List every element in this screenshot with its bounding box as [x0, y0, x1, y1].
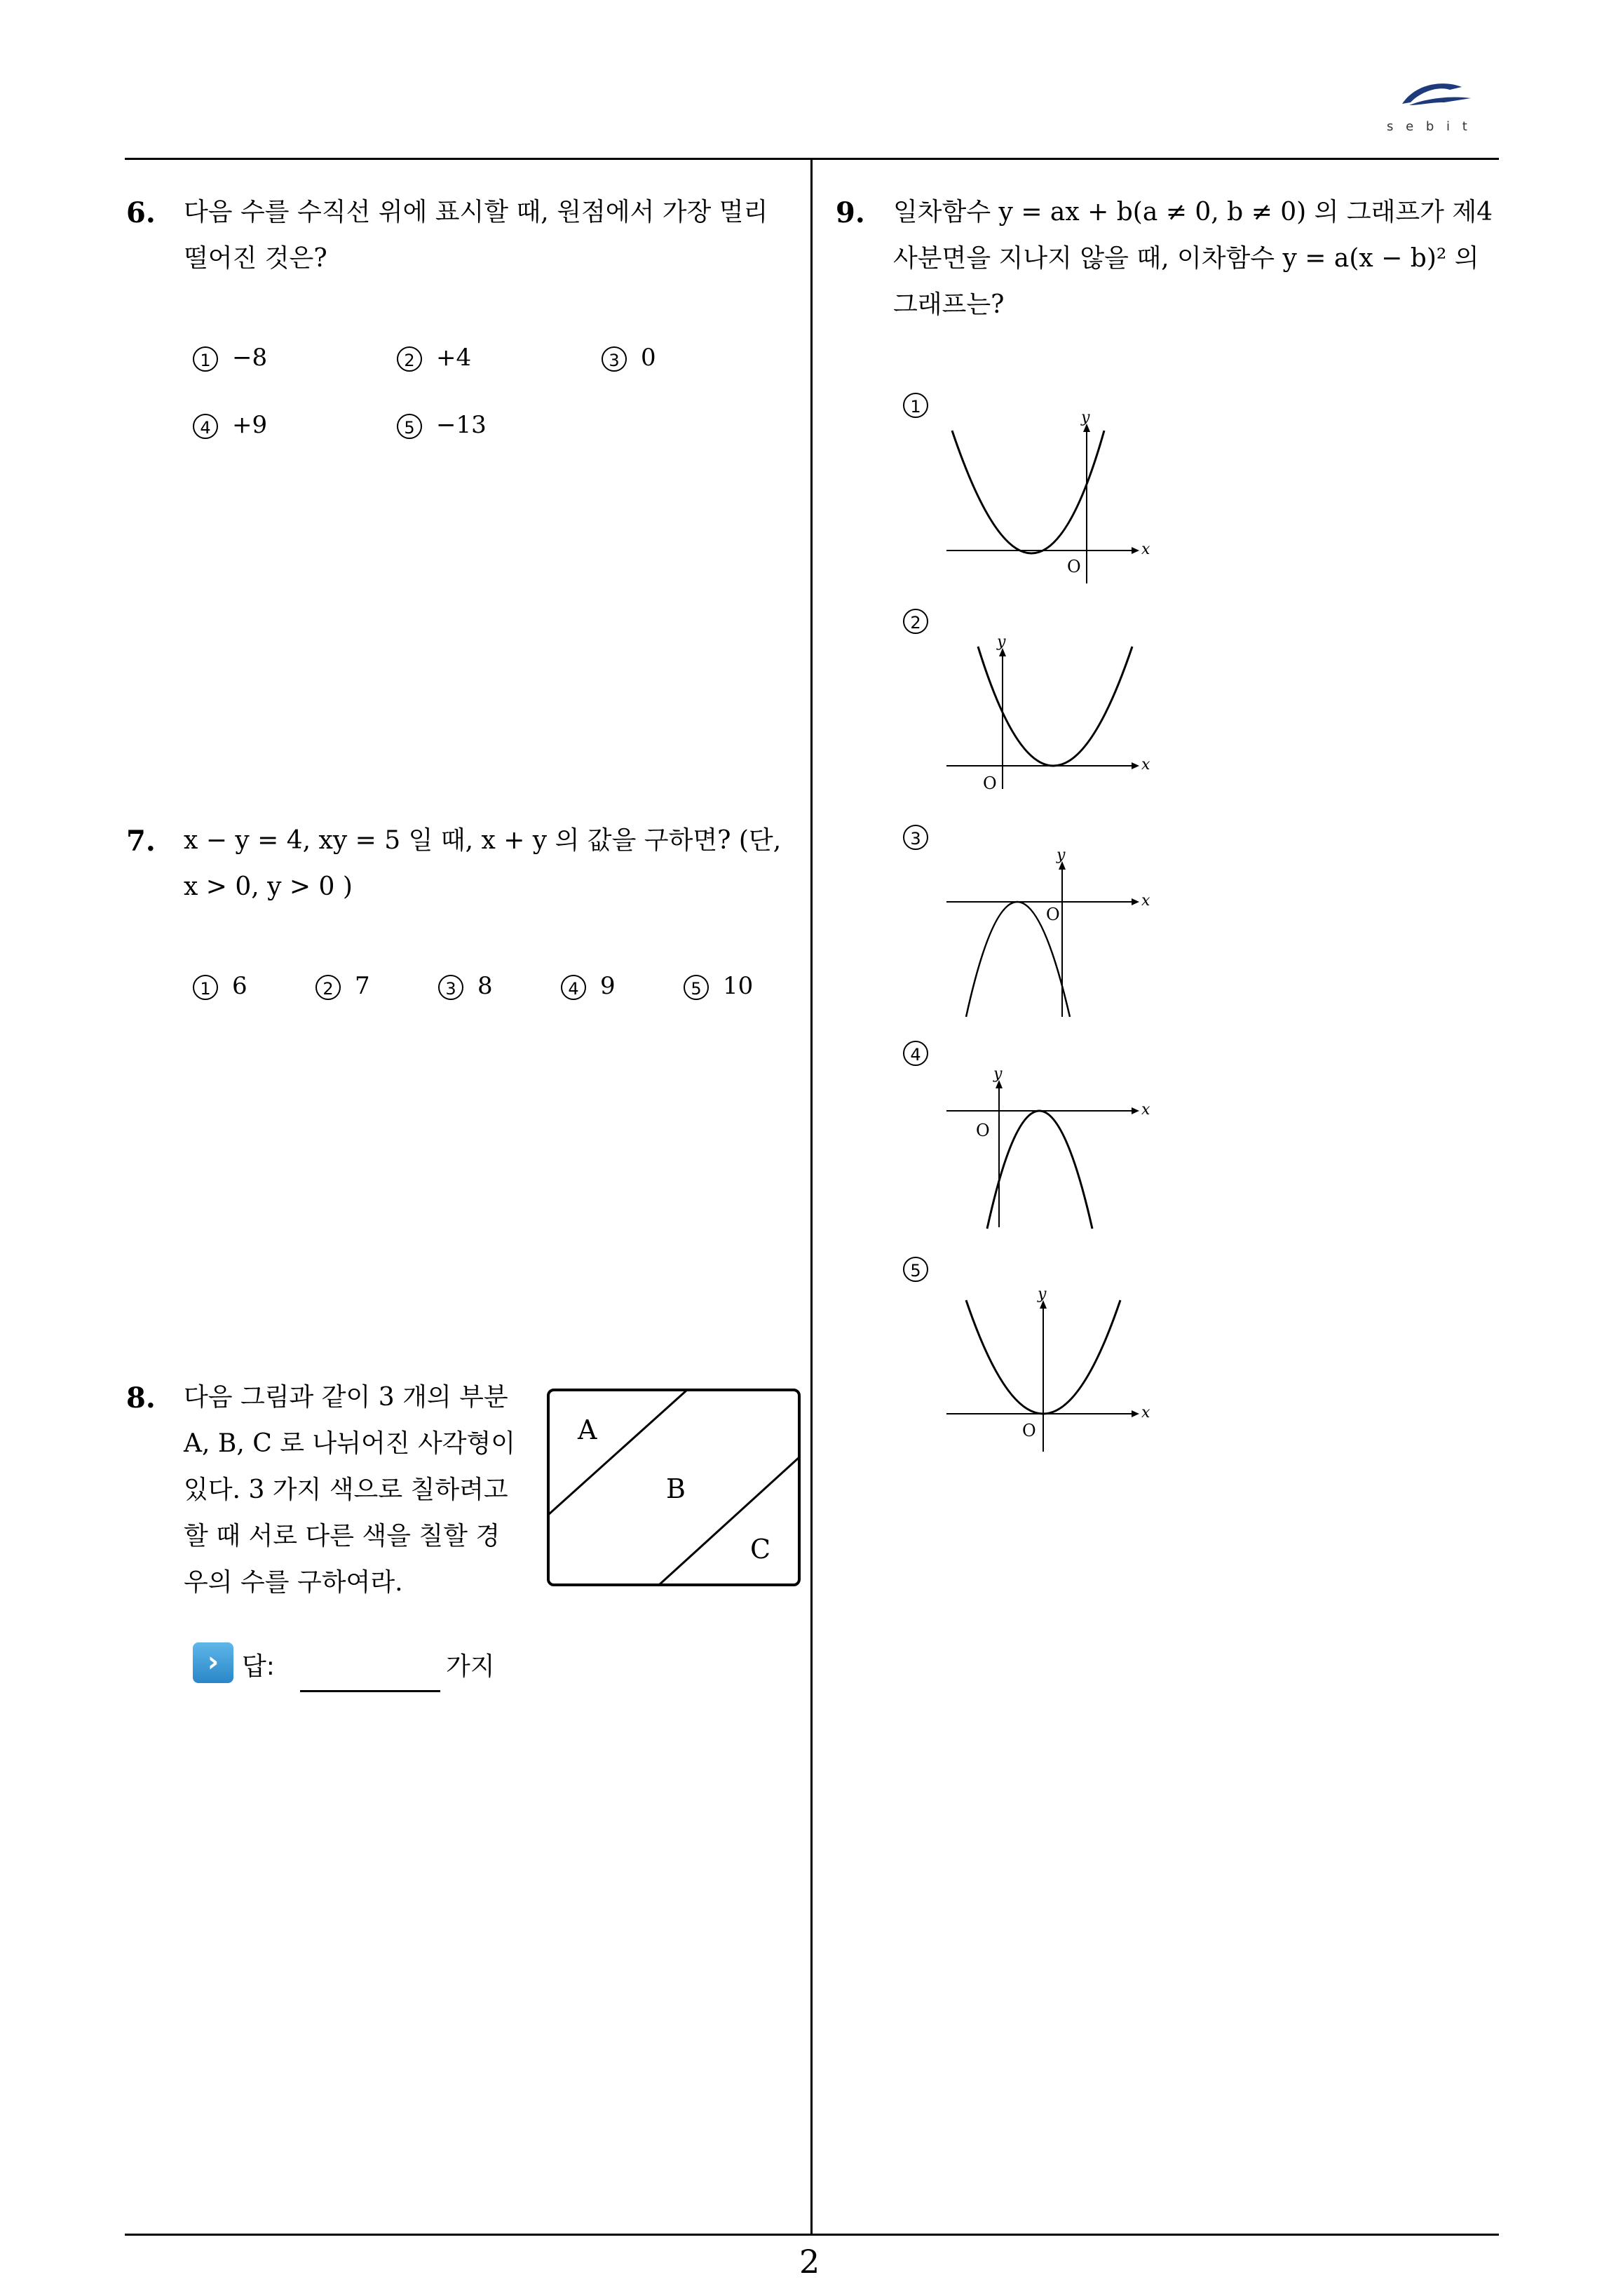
x-axis-label: x — [1141, 1101, 1150, 1119]
option-number[interactable]: 3 — [903, 825, 928, 850]
answer-option[interactable] — [438, 972, 493, 1000]
y-axis-label: y — [997, 633, 1006, 651]
region-label-b: B — [666, 1473, 686, 1504]
option-text: +4 — [436, 344, 472, 372]
answer-blank[interactable] — [300, 1690, 440, 1692]
question-text-line: A, B, C 로 나뉘어진 사각형이 — [184, 1429, 516, 1458]
x-axis-label: x — [1141, 892, 1150, 910]
option-text: 10 — [723, 972, 754, 1000]
question-number: 8. — [126, 1382, 156, 1414]
origin-label: O — [983, 774, 997, 793]
option-number: 1 — [193, 346, 218, 372]
answer-option[interactable] — [561, 972, 616, 1000]
question-text-line: 우의 수를 구하여라. — [184, 1568, 403, 1597]
answer-option[interactable] — [315, 972, 370, 1000]
option-number: 2 — [315, 975, 341, 1000]
logo-text: s e b i t — [1387, 119, 1472, 134]
option-text: 8 — [477, 972, 493, 1000]
question-text-line: 다음 그림과 같이 3 개의 부분 — [184, 1383, 508, 1412]
option-number: 5 — [397, 414, 422, 439]
x-axis-label: x — [1141, 541, 1150, 558]
y-axis-label: y — [1057, 849, 1066, 864]
option-number: 1 — [193, 975, 218, 1000]
option-text: 6 — [232, 972, 247, 1000]
origin-label: O — [976, 1121, 990, 1140]
question-text-line: 사분면을 지나지 않을 때, 이차함수 y = a(x − b)² 의 — [893, 244, 1479, 273]
question-number: 7. — [126, 825, 156, 858]
parabola-graph-option-3[interactable] — [939, 849, 1150, 1024]
origin-label: O — [1067, 557, 1081, 576]
option-number: 4 — [561, 975, 586, 1000]
region-label-a: A — [578, 1414, 597, 1445]
option-text: −13 — [436, 411, 487, 439]
answer-arrow-icon: › — [193, 1642, 233, 1683]
origin-label: O — [1022, 1421, 1036, 1440]
question-text-line: x > 0, y > 0 ) — [184, 872, 353, 901]
question-number: 6. — [126, 196, 156, 229]
origin-label: O — [1046, 905, 1060, 924]
option-text: 9 — [600, 972, 616, 1000]
option-number: 3 — [602, 346, 627, 372]
answer-option[interactable] — [193, 344, 267, 372]
x-axis-label: x — [1141, 1404, 1150, 1422]
bottom-rule — [125, 2234, 1499, 2236]
divided-rectangle-figure — [547, 1389, 801, 1586]
answer-option[interactable] — [602, 344, 656, 372]
option-number: 2 — [397, 346, 422, 372]
region-label-c: C — [750, 1534, 771, 1565]
answer-label: 답: — [242, 1652, 275, 1681]
option-text: +9 — [232, 411, 268, 439]
question-text-line: 할 때 서로 다른 색을 칠할 경 — [184, 1522, 501, 1551]
option-number: 4 — [193, 414, 218, 439]
parabola-graph-option-5[interactable] — [939, 1283, 1150, 1459]
option-text: 7 — [355, 972, 370, 1000]
option-number: 3 — [438, 975, 463, 1000]
answer-option[interactable] — [397, 411, 487, 439]
question-text-line: 다음 수를 수직선 위에 표시할 때, 원점에서 가장 멀리 — [184, 198, 768, 227]
option-number[interactable]: 4 — [903, 1041, 928, 1066]
question-text-line: 있다. 3 가지 색으로 칠하려고 — [184, 1475, 508, 1504]
answer-option[interactable] — [193, 972, 247, 1000]
option-number: 5 — [684, 975, 709, 1000]
question-text-line: x − y = 4, xy = 5 일 때, x + y 의 값을 구하면? (단, — [184, 826, 782, 855]
question-text-line: 그래프는? — [893, 290, 1005, 319]
parabola-graph-option-2[interactable] — [939, 631, 1150, 799]
question-text-line: 일차함수 y = ax + b(a ≠ 0, b ≠ 0) 의 그래프가 제4 — [893, 198, 1493, 227]
y-axis-label: y — [1081, 414, 1090, 426]
y-axis-label: y — [993, 1066, 1003, 1083]
answer-option[interactable] — [193, 411, 267, 439]
option-number[interactable]: 1 — [903, 393, 928, 418]
y-axis-label: y — [1038, 1285, 1047, 1303]
answer-option[interactable] — [684, 972, 753, 1000]
answer-option[interactable] — [397, 344, 471, 372]
option-text: 0 — [641, 344, 656, 372]
answer-unit: 가지 — [446, 1652, 495, 1681]
option-text: −8 — [232, 344, 268, 372]
option-number[interactable]: 5 — [903, 1257, 928, 1282]
column-divider — [810, 158, 813, 2235]
sebit-logo-icon — [1395, 77, 1479, 119]
parabola-graph-option-4[interactable] — [939, 1066, 1150, 1234]
question-text-line: 떨어진 것은? — [184, 244, 327, 273]
page-number: 2 — [799, 2243, 820, 2281]
option-number[interactable]: 2 — [903, 609, 928, 634]
question-number: 9. — [836, 196, 865, 229]
x-axis-label: x — [1141, 756, 1150, 774]
parabola-graph-option-1[interactable] — [939, 414, 1150, 589]
